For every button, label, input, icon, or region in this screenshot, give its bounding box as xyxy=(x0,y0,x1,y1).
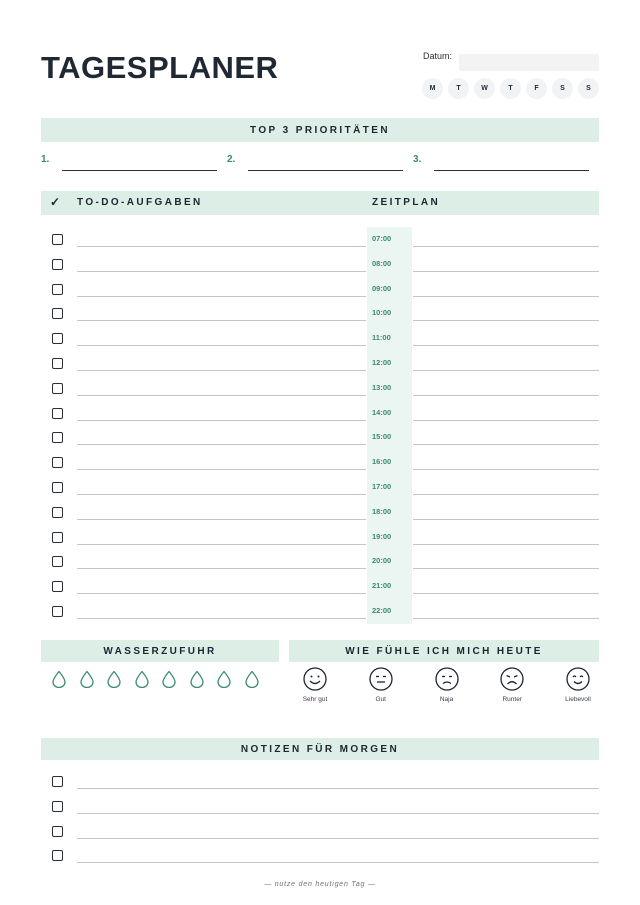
time-cell xyxy=(367,574,412,599)
time-cell xyxy=(367,277,412,302)
note-row xyxy=(41,819,599,844)
todo-row xyxy=(41,425,599,450)
time-cell xyxy=(367,500,412,525)
sad-face-icon xyxy=(500,667,524,691)
task-line[interactable] xyxy=(77,494,366,495)
time-label: 17:00 xyxy=(372,482,392,491)
todo-row xyxy=(41,549,599,574)
task-checkbox[interactable] xyxy=(52,333,63,344)
task-checkbox[interactable] xyxy=(52,284,63,295)
task-line[interactable] xyxy=(77,519,366,520)
schedule-line[interactable] xyxy=(413,420,599,421)
mood-option-naja[interactable] xyxy=(426,667,468,703)
time-cell xyxy=(367,376,412,401)
priority-line-3[interactable] xyxy=(434,170,589,171)
mood-label: Runter xyxy=(502,696,522,703)
task-checkbox[interactable] xyxy=(52,606,63,617)
schedule-line[interactable] xyxy=(413,271,599,272)
very-happy-face-icon xyxy=(303,667,327,691)
time-label: 12:00 xyxy=(372,358,392,367)
date-label: Datum: xyxy=(423,51,453,61)
todo-row xyxy=(41,401,599,426)
todo-row xyxy=(41,252,599,277)
note-row xyxy=(41,794,599,819)
slightly-sad-face-icon xyxy=(435,667,459,691)
schedule-line[interactable] xyxy=(413,370,599,371)
task-checkbox[interactable] xyxy=(52,383,63,394)
time-label: 14:00 xyxy=(372,407,392,417)
weekday-0[interactable]: M xyxy=(422,78,443,99)
note-row xyxy=(41,843,599,868)
mood-label: Sehr gut xyxy=(302,696,328,703)
note-checkbox[interactable] xyxy=(52,801,63,812)
mood-label: Gut xyxy=(375,696,386,703)
time-cell xyxy=(367,599,412,624)
task-checkbox[interactable] xyxy=(52,457,63,468)
schedule-line[interactable] xyxy=(413,345,599,346)
todo-row xyxy=(41,475,599,500)
notes-header: NOTIZEN FÜR MORGEN xyxy=(41,738,599,760)
task-line[interactable] xyxy=(77,420,366,421)
note-line[interactable] xyxy=(77,838,599,839)
schedule-line[interactable] xyxy=(413,519,599,520)
page-title: TAGESPLANER xyxy=(41,50,279,85)
time-cell xyxy=(367,450,412,475)
time-label: 21:00 xyxy=(372,581,392,591)
loving-face-icon xyxy=(566,667,590,691)
task-line[interactable] xyxy=(77,593,366,594)
task-line[interactable] xyxy=(77,271,366,272)
time-cell xyxy=(367,525,412,550)
weekday-selector xyxy=(422,78,599,99)
weekday-1[interactable]: T xyxy=(448,78,469,99)
task-line[interactable] xyxy=(77,568,366,569)
todo-row xyxy=(41,376,599,401)
water-drop-icon[interactable] xyxy=(134,670,150,688)
water-drop-icon[interactable] xyxy=(189,670,205,688)
time-cell xyxy=(367,425,412,450)
task-line[interactable] xyxy=(77,320,366,321)
priorities-header: TOP 3 PRIORITÄTEN xyxy=(41,118,599,142)
note-line[interactable] xyxy=(77,813,599,814)
task-line[interactable] xyxy=(77,370,366,371)
time-cell xyxy=(367,549,412,574)
note-line[interactable] xyxy=(77,788,599,789)
mood-header: WIE FÜHLE ICH MICH HEUTE xyxy=(289,640,599,662)
mood-option-liebevoll[interactable] xyxy=(557,667,599,703)
task-line[interactable] xyxy=(77,444,366,445)
task-line[interactable] xyxy=(77,246,366,247)
neutral-face-icon xyxy=(369,667,393,691)
water-header: WASSERZUFUHR xyxy=(41,640,279,662)
time-cell xyxy=(367,301,412,326)
time-label: 10:00 xyxy=(372,308,392,318)
schedule-line[interactable] xyxy=(413,296,599,297)
task-line[interactable] xyxy=(77,296,366,297)
water-drop-icon[interactable] xyxy=(51,670,67,688)
water-drop-icon[interactable] xyxy=(161,670,177,688)
weekday-5[interactable]: S xyxy=(552,78,573,99)
water-drop-icon[interactable] xyxy=(79,670,95,688)
task-checkbox[interactable] xyxy=(52,408,63,419)
note-row xyxy=(41,769,599,794)
date-field[interactable] xyxy=(459,54,599,71)
weekday-4[interactable]: F xyxy=(526,78,547,99)
schedule-line[interactable] xyxy=(413,494,599,495)
note-checkbox[interactable] xyxy=(52,826,63,837)
time-cell xyxy=(367,227,412,252)
task-checkbox[interactable] xyxy=(52,556,63,567)
mood-label: Liebevoll xyxy=(565,696,591,703)
task-checkbox[interactable] xyxy=(52,482,63,493)
mood-option-gut[interactable] xyxy=(360,667,402,703)
priority-number-1: 1. xyxy=(41,154,50,165)
time-label: 18:00 xyxy=(372,506,392,516)
schedule-header-label: ZEITPLAN xyxy=(372,197,441,208)
mood-label: Naja xyxy=(439,696,454,703)
priority-line-1[interactable] xyxy=(62,170,217,171)
mood-selector xyxy=(294,667,599,703)
weekday-6[interactable]: S xyxy=(578,78,599,99)
priority-line-2[interactable] xyxy=(248,170,403,171)
schedule-line[interactable] xyxy=(413,593,599,594)
time-label: 15:00 xyxy=(372,432,392,442)
mood-option-runter[interactable] xyxy=(491,667,533,703)
task-checkbox[interactable] xyxy=(52,234,63,245)
time-cell xyxy=(367,475,412,500)
note-checkbox[interactable] xyxy=(52,776,63,787)
schedule-line[interactable] xyxy=(413,568,599,569)
time-label: 08:00 xyxy=(372,258,392,268)
todo-row xyxy=(41,525,599,550)
schedule-line[interactable] xyxy=(413,444,599,445)
time-label: 11:00 xyxy=(372,333,391,343)
todo-row xyxy=(41,450,599,475)
time-label: 07:00 xyxy=(372,234,392,243)
schedule-line[interactable] xyxy=(413,395,599,396)
weekday-3[interactable]: T xyxy=(500,78,521,99)
time-cell xyxy=(367,351,412,376)
todo-row xyxy=(41,277,599,302)
todo-header-label: TO-DO-AUFGABEN xyxy=(77,197,203,208)
note-checkbox[interactable] xyxy=(52,850,63,861)
time-label: 20:00 xyxy=(372,556,392,566)
time-cell xyxy=(367,326,412,351)
priority-number-2: 2. xyxy=(227,154,236,165)
weekday-2[interactable]: W xyxy=(474,78,495,99)
task-checkbox[interactable] xyxy=(52,532,63,543)
water-drop-icon[interactable] xyxy=(106,670,122,688)
time-cell xyxy=(367,252,412,277)
water-drop-icon[interactable] xyxy=(244,670,260,688)
todo-row xyxy=(41,301,599,326)
water-drop-icon[interactable] xyxy=(216,670,232,688)
task-line[interactable] xyxy=(77,345,366,346)
todo-row xyxy=(41,599,599,624)
schedule-line[interactable] xyxy=(413,469,599,470)
time-label: 16:00 xyxy=(372,457,392,467)
task-checkbox[interactable] xyxy=(52,308,63,319)
checkmark-icon: ✓ xyxy=(50,195,61,209)
task-line[interactable] xyxy=(77,469,366,470)
todo-row xyxy=(41,326,599,351)
todo-schedule-header xyxy=(41,191,599,215)
schedule-line[interactable] xyxy=(413,544,599,545)
task-line[interactable] xyxy=(77,618,366,619)
time-label: 19:00 xyxy=(372,531,392,541)
time-label: 09:00 xyxy=(372,283,392,293)
todo-row xyxy=(41,574,599,599)
schedule-line[interactable] xyxy=(413,246,599,247)
priority-number-3: 3. xyxy=(413,154,422,165)
task-checkbox[interactable] xyxy=(52,358,63,369)
water-tracker xyxy=(51,670,260,688)
mood-option-sehr-gut[interactable] xyxy=(294,667,336,703)
task-checkbox[interactable] xyxy=(52,259,63,270)
footer-tagline: — nutze den heutigen Tag — xyxy=(264,881,376,888)
todo-row xyxy=(41,227,599,252)
note-line[interactable] xyxy=(77,862,599,863)
time-label: 13:00 xyxy=(372,382,392,392)
task-checkbox[interactable] xyxy=(52,581,63,592)
task-line[interactable] xyxy=(77,544,366,545)
schedule-line[interactable] xyxy=(413,618,599,619)
todo-row xyxy=(41,500,599,525)
schedule-line[interactable] xyxy=(413,320,599,321)
time-cell xyxy=(367,401,412,426)
task-checkbox[interactable] xyxy=(52,432,63,443)
todo-row xyxy=(41,351,599,376)
task-checkbox[interactable] xyxy=(52,507,63,518)
time-label: 22:00 xyxy=(372,606,392,615)
task-line[interactable] xyxy=(77,395,366,396)
